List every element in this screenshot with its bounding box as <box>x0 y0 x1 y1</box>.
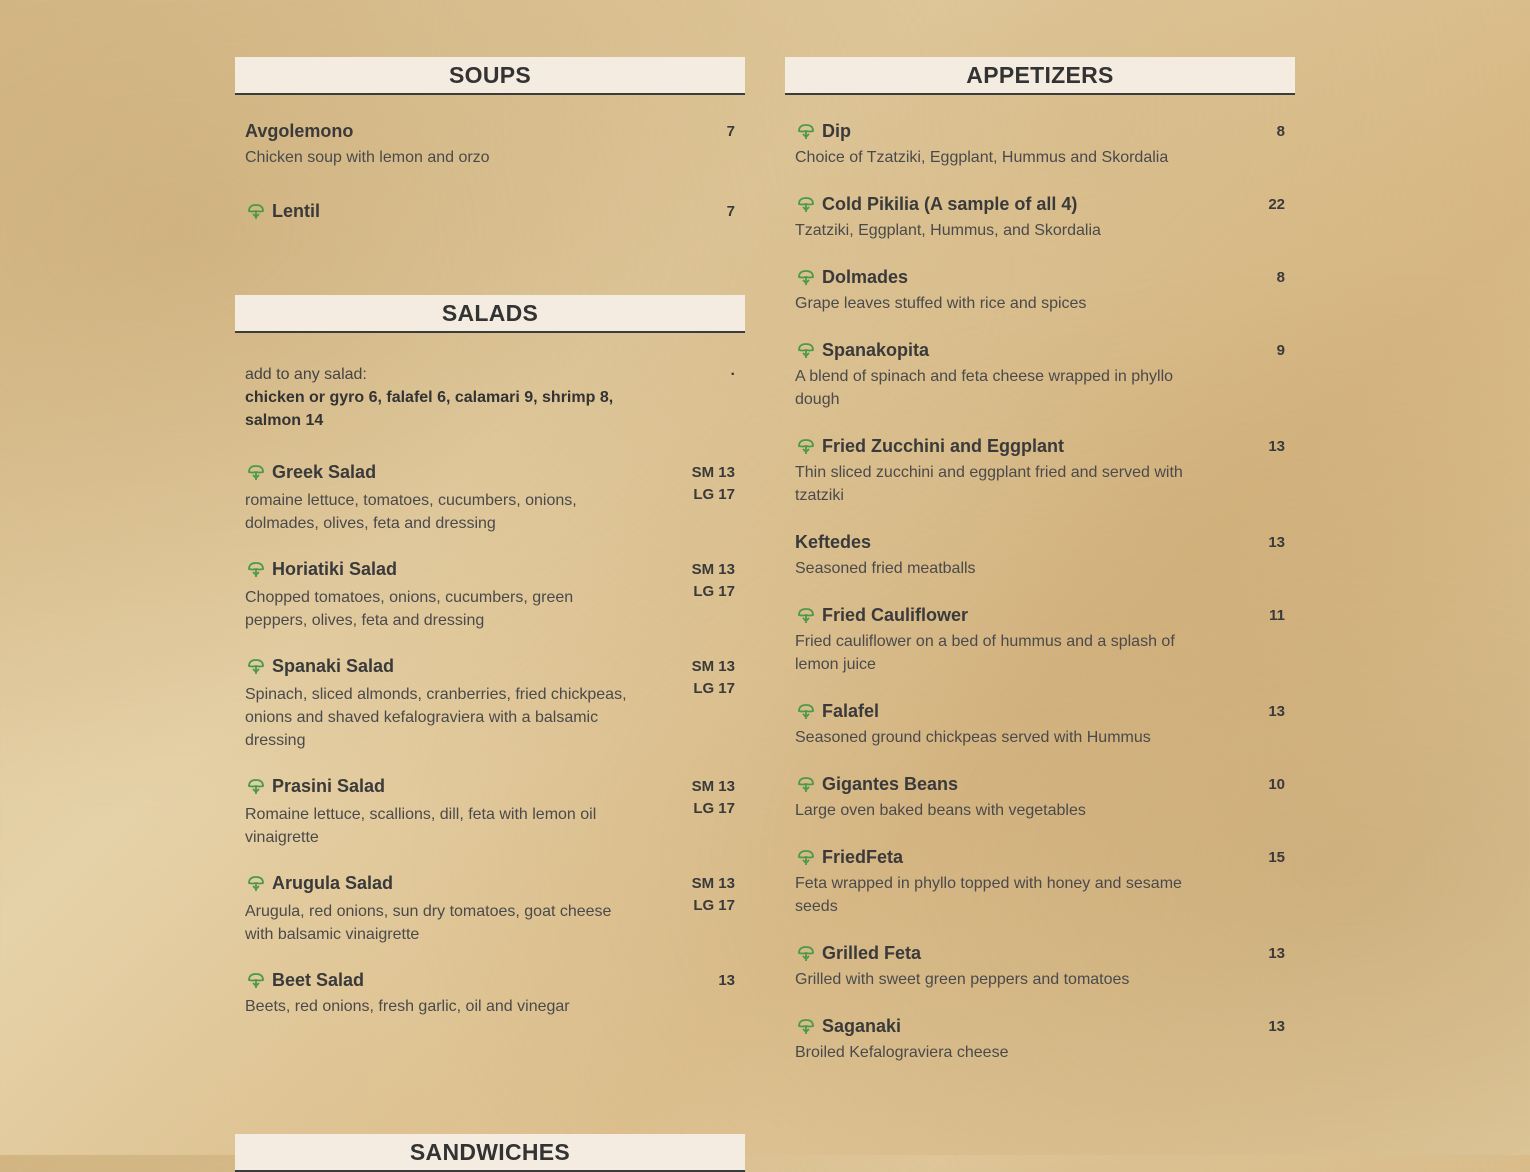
item-description: Choice of Tzatziki, Eggplant, Hummus and Skordalia <box>795 149 1169 166</box>
item-description: Broiled Kefalograviera cheese <box>795 1044 1009 1061</box>
item-description: Tzatziki, Eggplant, Hummus, and Skordalia <box>795 222 1101 239</box>
item-price: 8 <box>1276 123 1285 140</box>
menu-item[interactable] <box>245 201 735 223</box>
left-column <box>235 57 745 1165</box>
broccoli-icon <box>795 944 817 964</box>
menu-item[interactable] <box>245 873 735 946</box>
broccoli-icon <box>245 874 267 894</box>
broccoli-icon <box>795 195 817 215</box>
broccoli-icon <box>245 202 267 222</box>
price-small: SM 13 <box>691 561 735 578</box>
item-description: Beets, red onions, fresh garlic, oil and vinegar <box>245 998 570 1015</box>
item-name: Greek Salad <box>272 462 377 482</box>
item-name: Cold Pikilia (A sample of all 4) <box>822 194 1078 214</box>
item-description: Grilled with sweet green peppers and tomatoes <box>795 971 1130 988</box>
item-name: Spanaki Salad <box>272 656 395 676</box>
item-name: Lentil <box>272 201 320 221</box>
salads-list <box>235 333 745 1018</box>
appetizers-list <box>785 95 1295 1064</box>
item-price <box>718 970 735 992</box>
item-price: 13 <box>1268 438 1285 455</box>
broccoli-icon <box>795 848 817 868</box>
menu-item[interactable] <box>795 267 1285 315</box>
soups-header: SOUPS <box>235 57 745 95</box>
broccoli-icon <box>795 775 817 795</box>
broccoli-icon <box>245 463 267 483</box>
item-description: Chicken soup with lemon and orzo <box>245 149 490 166</box>
item-name: FriedFeta <box>822 847 904 867</box>
item-price: 22 <box>1268 196 1285 213</box>
item-name: Keftedes <box>795 532 872 552</box>
menu-item[interactable] <box>245 970 735 1018</box>
broccoli-icon <box>245 657 267 677</box>
price-large: LG 17 <box>693 680 735 697</box>
menu-item[interactable] <box>795 605 1285 676</box>
item-description: Feta wrapped in phyllo topped with honey and sesame seeds <box>795 875 1182 915</box>
item-name: Horiatiki Salad <box>272 559 398 579</box>
sandwiches-header: SANDWICHES <box>235 1134 745 1172</box>
item-price <box>692 462 735 506</box>
item-name: Dip <box>822 121 851 141</box>
item-name: Avgolemono <box>245 121 354 141</box>
broccoli-icon <box>245 560 267 580</box>
item-description: romaine lettuce, tomatoes, cucumbers, onions, dolmades, olives, feta and dressing <box>245 492 577 532</box>
broccoli-icon <box>795 606 817 626</box>
item-price: 13 <box>1268 534 1285 551</box>
item-description: A blend of spinach and feta cheese wrapped in phyllo dough <box>795 368 1174 408</box>
menu-item[interactable] <box>795 774 1285 822</box>
item-name: Saganaki <box>822 1016 902 1036</box>
item-description: Grape leaves stuffed with rice and spices <box>795 295 1087 312</box>
item-price <box>692 776 735 820</box>
menu-item[interactable] <box>795 532 1285 580</box>
price-large: LG 17 <box>693 583 735 600</box>
broccoli-icon <box>795 268 817 288</box>
item-name: Beet Salad <box>272 970 365 990</box>
menu-item[interactable] <box>245 776 735 849</box>
salads-header: SALADS <box>235 295 745 333</box>
item-description: Chopped tomatoes, onions, cucumbers, green peppers, olives, feta and dressing <box>245 589 574 629</box>
menu-item[interactable] <box>795 340 1285 411</box>
item-name: Grilled Feta <box>822 943 922 963</box>
addon-label: add to any salad: <box>245 366 367 383</box>
broccoli-icon <box>795 341 817 361</box>
item-name: Gigantes Beans <box>822 774 959 794</box>
item-name: Spanakopita <box>822 340 930 360</box>
item-name: Fried Zucchini and Eggplant <box>822 436 1065 456</box>
item-price <box>692 656 735 700</box>
broccoli-icon <box>795 1017 817 1037</box>
soups-list <box>235 95 745 295</box>
appetizers-header: APPETIZERS <box>785 57 1295 95</box>
price-large: LG 17 <box>693 800 735 817</box>
item-description: Seasoned fried meatballs <box>795 560 976 577</box>
item-description: Fried cauliflower on a bed of hummus and a splash of lemon juice <box>795 633 1175 673</box>
price-small: SM 13 <box>691 464 735 481</box>
broccoli-icon <box>795 702 817 722</box>
menu-item[interactable] <box>245 121 735 201</box>
addon-options: chicken or gyro 6, falafel 6, calamari 9, shrimp 8, salmon 14 <box>245 389 614 429</box>
salad-addons <box>245 363 735 432</box>
item-name: Arugula Salad <box>272 873 394 893</box>
menu-item[interactable] <box>795 121 1285 169</box>
item-price: 13 <box>1268 703 1285 720</box>
item-price: 7 <box>726 203 735 220</box>
item-description: Thin sliced zucchini and eggplant fried and served with tzatziki <box>795 464 1183 504</box>
item-description: Arugula, red onions, sun dry tomatoes, goat cheese with balsamic vinaigrette <box>245 903 612 943</box>
item-price: 10 <box>1268 776 1285 793</box>
broccoli-icon <box>245 971 267 991</box>
price-large: LG 17 <box>693 897 735 914</box>
broccoli-icon <box>795 122 817 142</box>
price-small: 13 <box>718 972 735 989</box>
menu-item[interactable] <box>795 847 1285 918</box>
item-description: Romaine lettuce, scallions, dill, feta with lemon oil vinaigrette <box>245 806 597 846</box>
menu-item[interactable] <box>795 701 1285 749</box>
item-description: Large oven baked beans with vegetables <box>795 802 1086 819</box>
addon-price: . <box>730 362 735 379</box>
item-price: 15 <box>1268 849 1285 866</box>
item-description: Spinach, sliced almonds, cranberries, fried chickpeas, onions and shaved kefalograviera with a balsamic dressing <box>245 686 627 749</box>
menu-item[interactable] <box>795 943 1285 991</box>
price-small: SM 13 <box>691 658 735 675</box>
menu-item[interactable] <box>795 194 1285 242</box>
menu-item[interactable] <box>795 436 1285 507</box>
item-name: Dolmades <box>822 267 909 287</box>
item-price: 11 <box>1269 607 1285 624</box>
item-name: Prasini Salad <box>272 776 386 796</box>
price-small: SM 13 <box>691 778 735 795</box>
item-price: 8 <box>1276 269 1285 286</box>
item-price: 7 <box>726 123 735 140</box>
price-large: LG 17 <box>693 486 735 503</box>
menu-item[interactable] <box>245 656 735 752</box>
price-small: SM 13 <box>691 875 735 892</box>
menu-item[interactable] <box>245 559 735 632</box>
item-name: Falafel <box>822 701 880 721</box>
right-column <box>785 57 1295 1089</box>
item-price <box>692 873 735 917</box>
item-price: 13 <box>1268 945 1285 962</box>
broccoli-icon <box>795 437 817 457</box>
broccoli-icon <box>245 777 267 797</box>
item-price: 13 <box>1268 1018 1285 1035</box>
menu-item[interactable] <box>795 1016 1285 1064</box>
item-name: Fried Cauliflower <box>822 605 969 625</box>
menu-item[interactable] <box>245 462 735 535</box>
item-description: Seasoned ground chickpeas served with Hummus <box>795 729 1151 746</box>
item-price <box>692 559 735 603</box>
item-price: 9 <box>1276 342 1285 359</box>
